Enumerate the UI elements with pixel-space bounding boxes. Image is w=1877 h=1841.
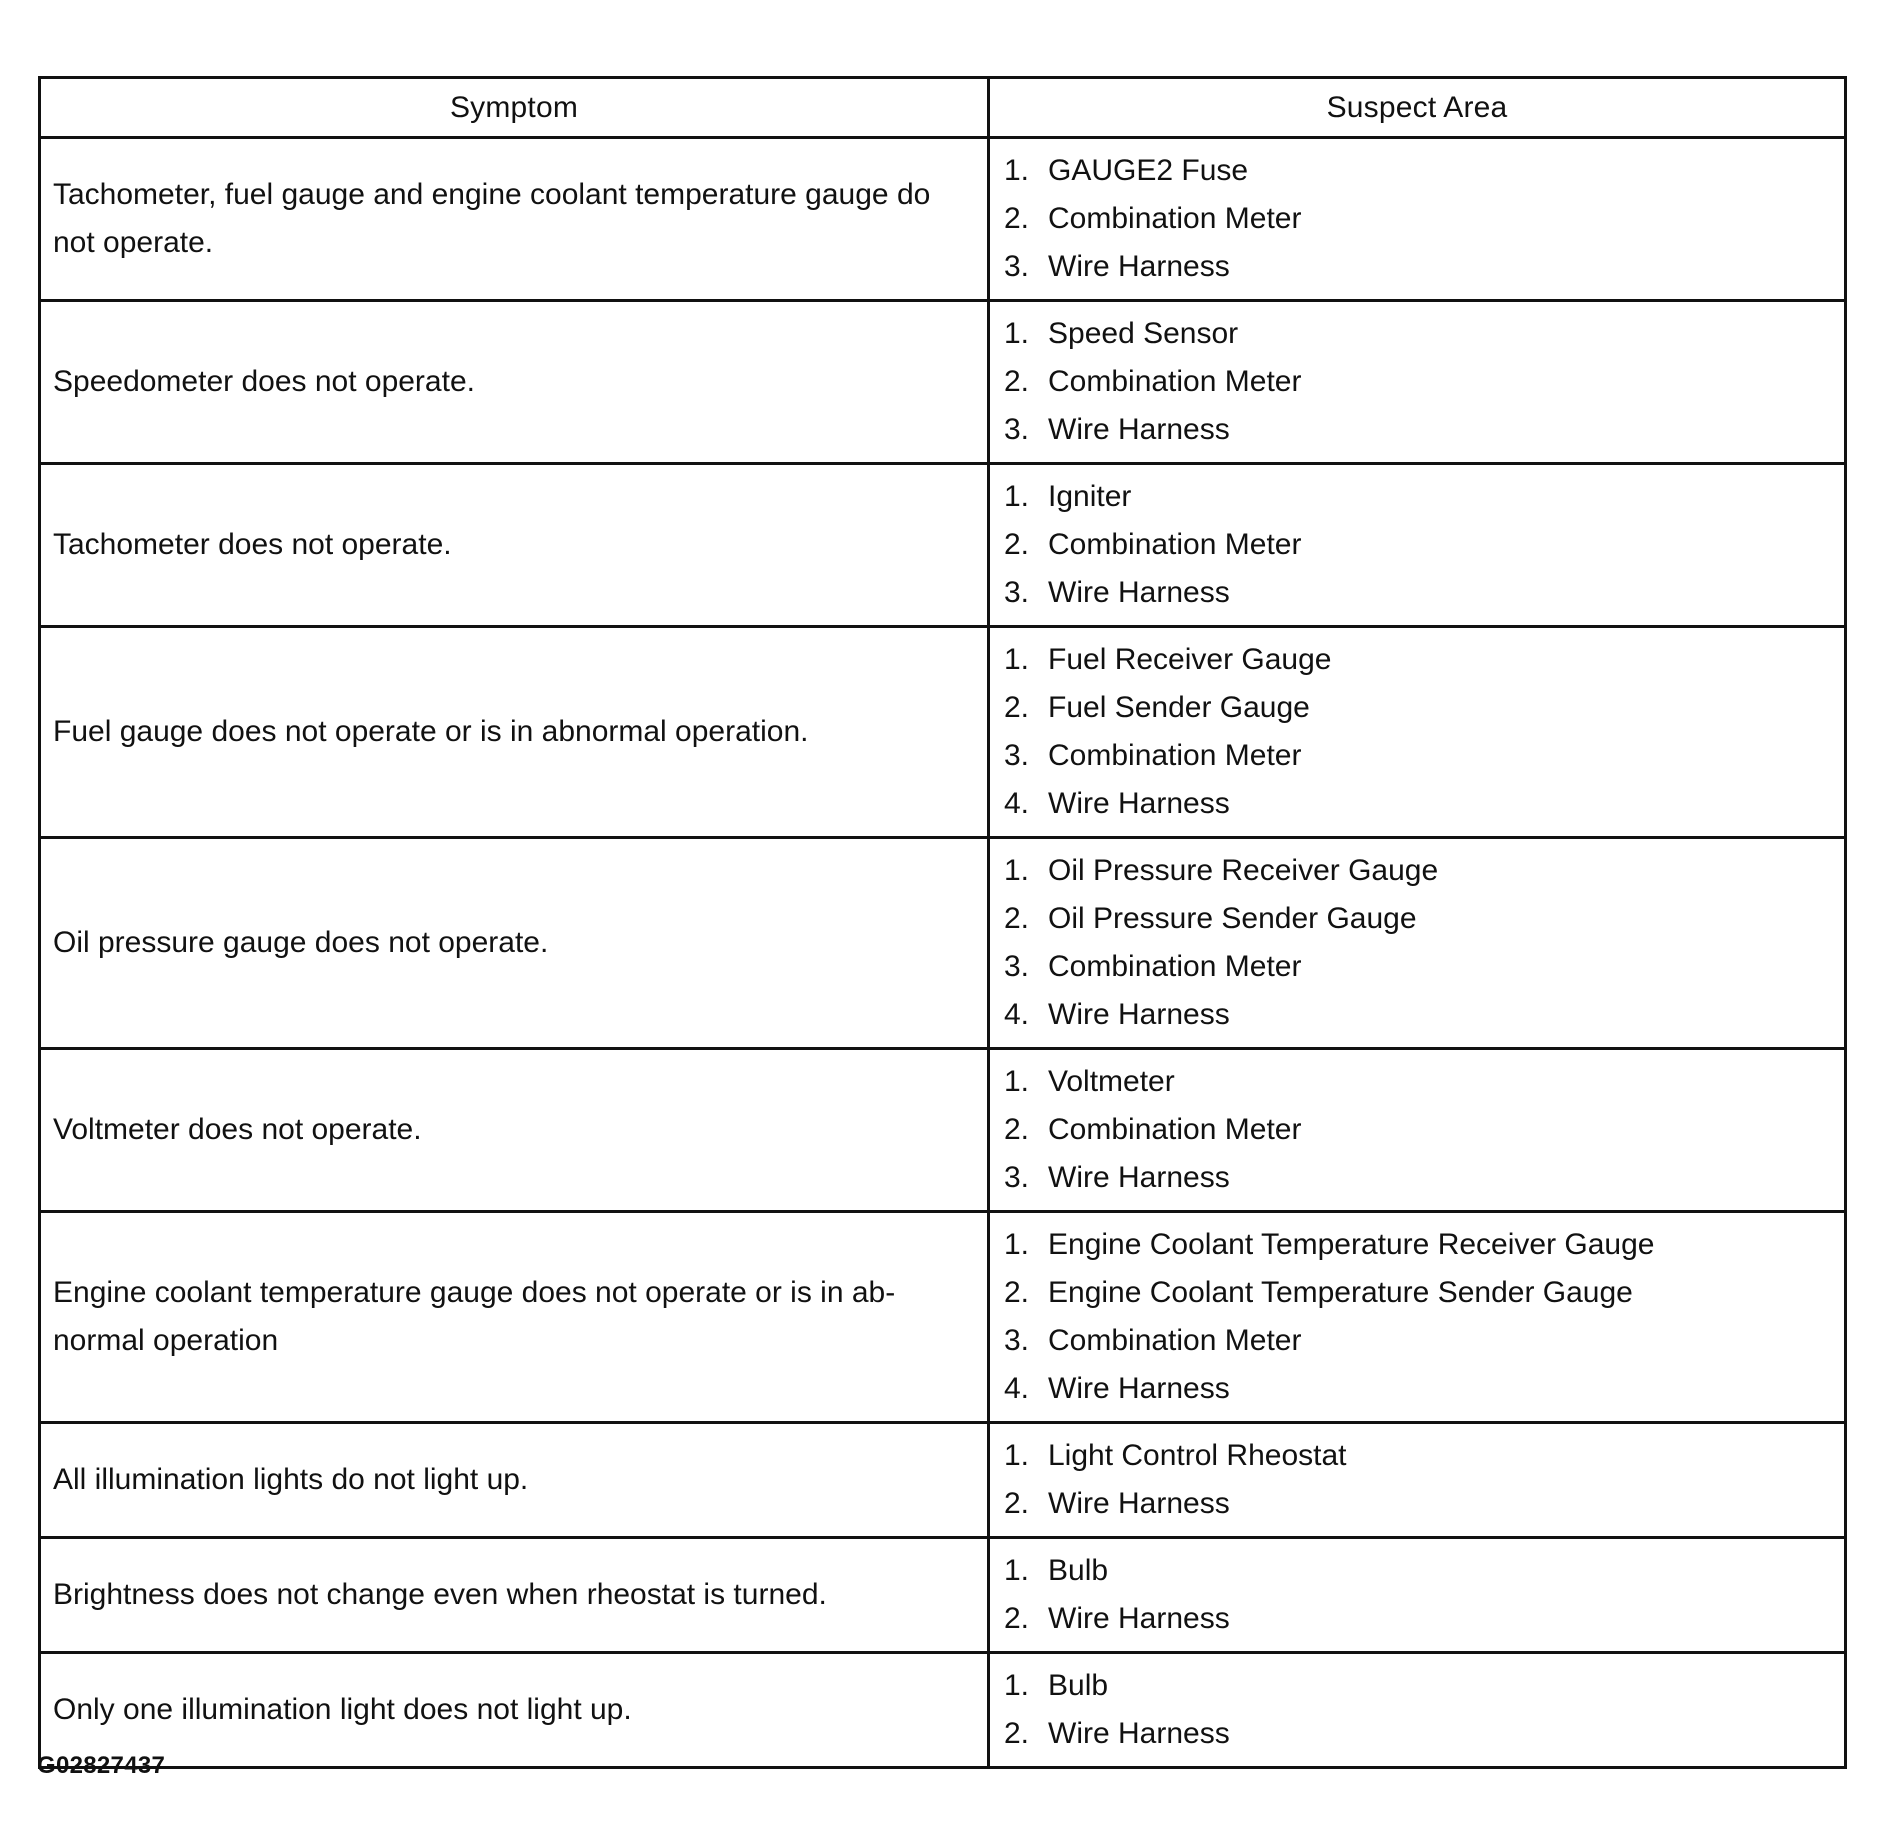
item-text: Bulb: [1048, 1669, 1109, 1702]
item-number: 4.: [1004, 998, 1030, 1031]
item-number: 3.: [1004, 250, 1030, 283]
symptom-cell: Tachometer does not operate.: [40, 464, 989, 627]
suspect-area-cell: [989, 464, 1846, 627]
symptom-cell: Engine coolant temperature gauge does not operate or is in ab-normal operation: [40, 1212, 989, 1423]
list-item: [1004, 1317, 1832, 1365]
item-text: Combination Meter: [1048, 1113, 1302, 1146]
item-number: 1.: [1004, 1065, 1030, 1098]
item-number: 2.: [1004, 691, 1030, 724]
symptom-cell: Fuel gauge does not operate or is in abnormal operation.: [40, 627, 989, 838]
suspect-area-cell: [989, 1049, 1846, 1212]
item-text: Fuel Sender Gauge: [1048, 691, 1310, 724]
item-text: Combination Meter: [1048, 528, 1302, 561]
list-item: [1004, 1058, 1832, 1106]
table-row: [40, 1423, 1846, 1538]
item-number: 2.: [1004, 365, 1030, 398]
item-number: 1.: [1004, 154, 1030, 187]
item-number: 2.: [1004, 902, 1030, 935]
item-number: 2.: [1004, 1276, 1030, 1309]
list-item: [1004, 636, 1832, 684]
item-text: Bulb: [1048, 1554, 1109, 1587]
list-item: [1004, 147, 1832, 195]
suspect-area-list: [1004, 310, 1832, 454]
suspect-area-cell: [989, 301, 1846, 464]
item-text: Wire Harness: [1048, 1602, 1230, 1635]
suspect-area-cell: [989, 627, 1846, 838]
item-number: 4.: [1004, 1372, 1030, 1405]
suspect-area-cell: [989, 1423, 1846, 1538]
item-text: Combination Meter: [1048, 1324, 1302, 1357]
item-number: 1.: [1004, 1554, 1030, 1587]
item-text: Combination Meter: [1048, 950, 1302, 983]
list-item: [1004, 895, 1832, 943]
item-number: 2.: [1004, 1602, 1030, 1635]
item-text: Wire Harness: [1048, 1487, 1230, 1520]
table-body: [40, 138, 1846, 1768]
suspect-area-list: [1004, 636, 1832, 828]
item-number: 3.: [1004, 950, 1030, 983]
item-text: Wire Harness: [1048, 250, 1230, 283]
table-row: [40, 1049, 1846, 1212]
item-text: Igniter: [1048, 480, 1132, 513]
item-number: 2.: [1004, 1717, 1030, 1750]
list-item: [1004, 1365, 1832, 1413]
suspect-area-cell: [989, 1538, 1846, 1653]
problem-symptoms-table: [38, 76, 1847, 1769]
suspect-area-cell: [989, 838, 1846, 1049]
item-text: Engine Coolant Temperature Receiver Gauge: [1048, 1228, 1655, 1261]
item-text: Wire Harness: [1048, 1717, 1230, 1750]
suspect-area-cell: [989, 1212, 1846, 1423]
list-item: [1004, 732, 1832, 780]
item-text: Combination Meter: [1048, 202, 1302, 235]
suspect-area-list: [1004, 1662, 1832, 1758]
suspect-area-cell: [989, 1653, 1846, 1768]
list-item: [1004, 1432, 1832, 1480]
item-number: 1.: [1004, 854, 1030, 887]
list-item: [1004, 847, 1832, 895]
list-item: [1004, 358, 1832, 406]
item-number: 3.: [1004, 413, 1030, 446]
suspect-area-list: [1004, 1547, 1832, 1643]
list-item: [1004, 521, 1832, 569]
item-number: 3.: [1004, 1324, 1030, 1357]
item-number: 1.: [1004, 1439, 1030, 1472]
symptom-cell: Tachometer, fuel gauge and engine coolant temperature gauge do not operate.: [40, 138, 989, 301]
item-text: Wire Harness: [1048, 1372, 1230, 1405]
table-row: [40, 1538, 1846, 1653]
item-number: 2.: [1004, 202, 1030, 235]
item-number: 2.: [1004, 1113, 1030, 1146]
suspect-area-list: [1004, 1221, 1832, 1413]
symptom-cell: Speedometer does not operate.: [40, 301, 989, 464]
list-item: [1004, 943, 1832, 991]
item-number: 3.: [1004, 739, 1030, 772]
item-number: 2.: [1004, 1487, 1030, 1520]
item-text: Oil Pressure Receiver Gauge: [1048, 854, 1439, 887]
list-item: [1004, 243, 1832, 291]
item-number: 3.: [1004, 576, 1030, 609]
item-number: 1.: [1004, 1228, 1030, 1261]
item-text: Wire Harness: [1048, 413, 1230, 446]
item-number: 1.: [1004, 480, 1030, 513]
item-text: Wire Harness: [1048, 576, 1230, 609]
suspect-area-list: [1004, 1432, 1832, 1528]
item-text: GAUGE2 Fuse: [1048, 154, 1249, 187]
diagnosis-sheet: [38, 76, 1844, 1769]
list-item: [1004, 310, 1832, 358]
item-text: Voltmeter: [1048, 1065, 1175, 1098]
suspect-area-cell: [989, 138, 1846, 301]
table-row: [40, 138, 1846, 301]
item-text: Light Control Rheostat: [1048, 1439, 1347, 1472]
item-number: 1.: [1004, 1669, 1030, 1702]
list-item: [1004, 1221, 1832, 1269]
item-number: 1.: [1004, 317, 1030, 350]
list-item: [1004, 684, 1832, 732]
table-row: [40, 627, 1846, 838]
suspect-area-list: [1004, 147, 1832, 291]
list-item: [1004, 991, 1832, 1039]
item-text: Wire Harness: [1048, 1161, 1230, 1194]
item-text: Engine Coolant Temperature Sender Gauge: [1048, 1276, 1633, 1309]
symptom-cell: Voltmeter does not operate.: [40, 1049, 989, 1212]
table-row: [40, 1653, 1846, 1768]
item-number: 1.: [1004, 643, 1030, 676]
suspect-area-list: [1004, 473, 1832, 617]
list-item: [1004, 1106, 1832, 1154]
table-row: [40, 838, 1846, 1049]
column-header-suspect-area: Suspect Area: [989, 78, 1846, 138]
symptom-cell: Oil pressure gauge does not operate.: [40, 838, 989, 1049]
list-item: [1004, 1269, 1832, 1317]
item-text: Speed Sensor: [1048, 317, 1239, 350]
table-row: [40, 301, 1846, 464]
symptom-cell: Only one illumination light does not light up.: [40, 1653, 989, 1768]
item-number: 4.: [1004, 787, 1030, 820]
item-number: 3.: [1004, 1161, 1030, 1194]
column-header-symptom: Symptom: [40, 78, 989, 138]
list-item: [1004, 406, 1832, 454]
item-text: Wire Harness: [1048, 998, 1230, 1031]
suspect-area-list: [1004, 847, 1832, 1039]
item-text: Oil Pressure Sender Gauge: [1048, 902, 1417, 935]
list-item: [1004, 1480, 1832, 1528]
list-item: [1004, 473, 1832, 521]
list-item: [1004, 1710, 1832, 1758]
item-text: Wire Harness: [1048, 787, 1230, 820]
list-item: [1004, 1662, 1832, 1710]
list-item: [1004, 1547, 1832, 1595]
list-item: [1004, 569, 1832, 617]
list-item: [1004, 1595, 1832, 1643]
item-text: Fuel Receiver Gauge: [1048, 643, 1332, 676]
table-row: [40, 464, 1846, 627]
item-number: 2.: [1004, 528, 1030, 561]
symptom-cell: All illumination lights do not light up.: [40, 1423, 989, 1538]
item-text: Combination Meter: [1048, 739, 1302, 772]
list-item: [1004, 195, 1832, 243]
table-row: [40, 1212, 1846, 1423]
figure-code: G02827437: [37, 1752, 166, 1779]
symptom-cell: Brightness does not change even when rheostat is turned.: [40, 1538, 989, 1653]
suspect-area-list: [1004, 1058, 1832, 1202]
item-text: Combination Meter: [1048, 365, 1302, 398]
list-item: [1004, 780, 1832, 828]
table-header-row: [40, 78, 1846, 138]
list-item: [1004, 1154, 1832, 1202]
